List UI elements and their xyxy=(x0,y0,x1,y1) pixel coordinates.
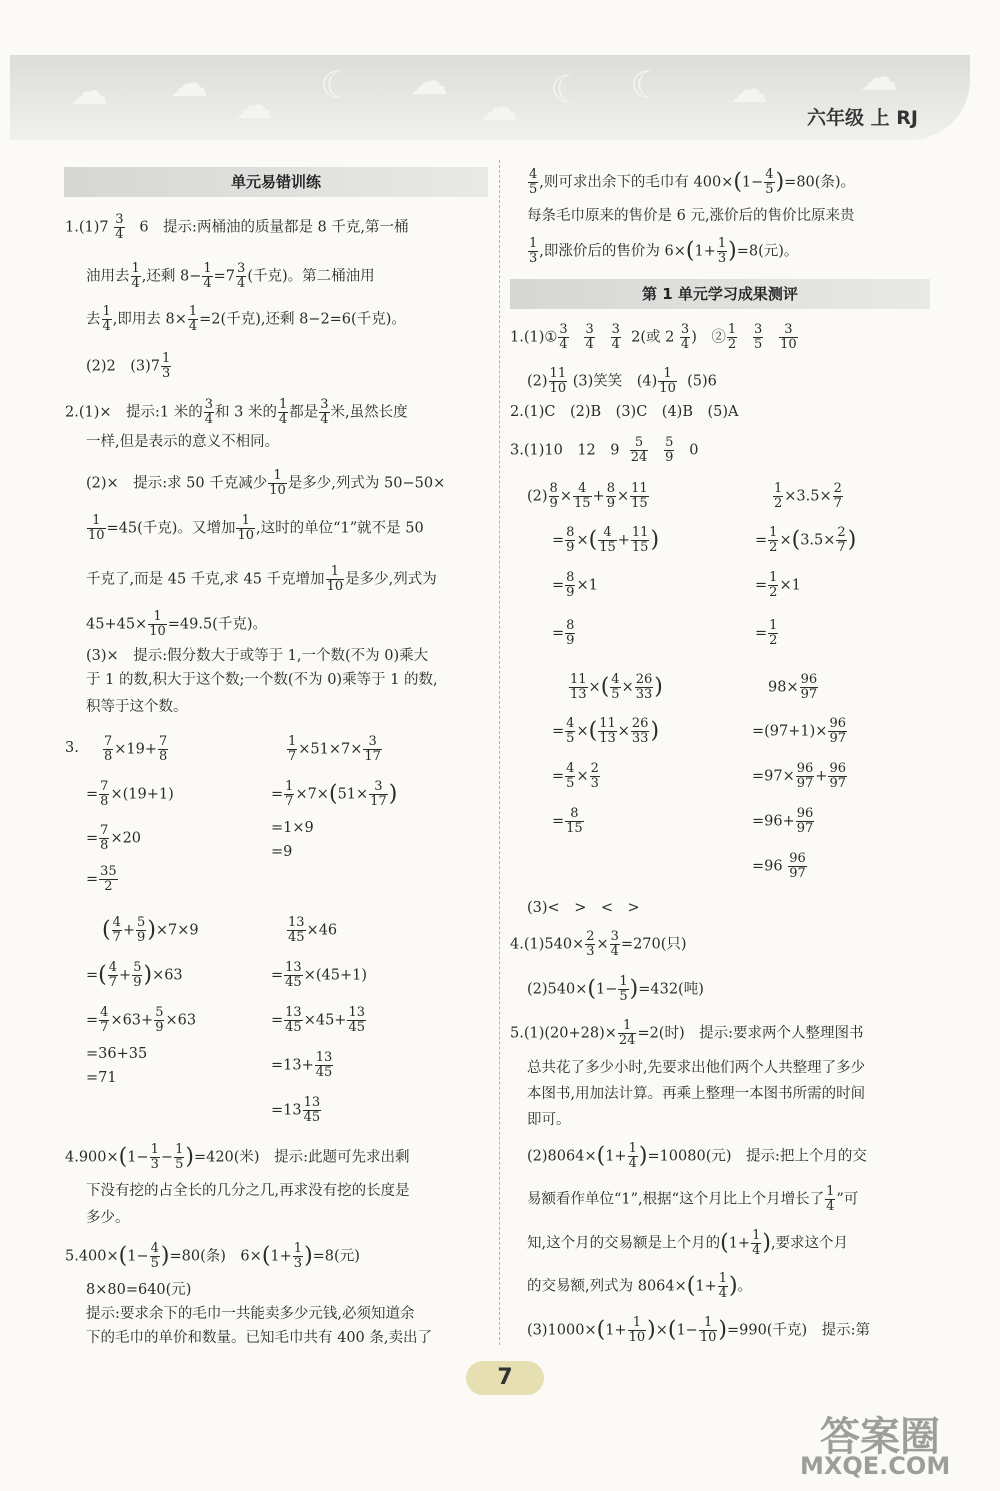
calc-step: $\frac{11}{13}$ ×( $\frac{4}{5}$ × $\frac{26}{33}$ ) xyxy=(570,672,663,702)
answer-line: 即可。 xyxy=(527,1112,571,1128)
calc-step: = $\frac{13}{45}$ ×(45+1) xyxy=(271,960,367,990)
calc-step: =9 xyxy=(271,844,293,860)
answer-line: 1.(1)① $\frac{3}{4}$ $\frac{3}{4}$ $\frac{3}{4}$ 2(或 2 $\frac{3}{4}$ ) ② $\frac{1}{2}$ $\frac{3}{5}$ $\frac{3}{10}$ xyxy=(510,322,797,352)
calc-step: $\frac{7}{8}$ ×19+ $\frac{7}{8}$ xyxy=(104,734,168,764)
answer-line: 于 1 的数,积大于这个数;一个数(不为 0)乘等于 1 的数, xyxy=(86,672,438,688)
answer-line: 知,这个月的交易额是上个月的(1+ $\frac{1}{4}$ ),要求这个月 xyxy=(527,1228,849,1258)
section-title-error-training: 单元易错训练 xyxy=(64,167,488,197)
calc-step: =96+ $\frac{96}{97}$ xyxy=(752,806,814,836)
answer-line: 多少。 xyxy=(86,1210,130,1226)
answer-line: (3)< > < > xyxy=(527,900,640,916)
answer-line: 45+45× $\frac{1}{10}$ =49.5(千克)。 xyxy=(86,609,267,639)
grade-label: 六年级 上 RJ xyxy=(807,107,918,129)
answer-line: (2)8064×(1+ $\frac{1}{4}$ )=10080(元) 提示:把上个月的交 xyxy=(527,1141,867,1171)
calc-step: $\frac{13}{45}$ ×46 xyxy=(288,915,338,945)
answer-line: 4.900×(1− $\frac{1}{3}$ − $\frac{1}{5}$ )=420(米) 提示:此题可先求出剩 xyxy=(65,1142,410,1172)
moon-icon: ☾ xyxy=(630,63,665,107)
answer-line: $\frac{4}{5}$ ,则可求出余下的毛巾有 400×(1− $\frac{4}{5}$ )=80(条)。 xyxy=(529,167,856,197)
answer-line: (2)× 提示:求 50 千克减少 $\frac{1}{10}$ 是多少,列式为 50−50× xyxy=(86,468,446,498)
answer-line: (2)2 (3)7 $\frac{1}{3}$ xyxy=(86,351,171,381)
calc-step: = $\frac{1}{2}$ xyxy=(755,618,778,648)
calc-step: =13+ $\frac{13}{45}$ xyxy=(271,1050,333,1080)
calc-step: = $\frac{1}{2}$ ×1 xyxy=(755,570,801,600)
answer-line: 总共花了多少小时,先要求出他们两个人共整理了多少 xyxy=(527,1060,866,1076)
answer-line: (3)1000×(1+ $\frac{1}{10}$ )×(1− $\frac{1}{10}$ )=990(千克) 提示:第 xyxy=(527,1315,870,1345)
column-divider xyxy=(499,160,500,1345)
answer-line: 易额看作单位“1”,根据“这个月比上个月增长了 $\frac{1}{4}$ ”可 xyxy=(527,1184,859,1214)
answer-line: 去 $\frac{1}{4}$ ,即用去 8× $\frac{1}{4}$ =2(千克),还剩 8−2=6(千克)。 xyxy=(86,304,406,334)
calc-step: = $\frac{8}{9}$ ×( $\frac{4}{15}$ + $\frac{11}{15}$ ) xyxy=(552,525,660,555)
calc-step: =(97+1)× $\frac{96}{97}$ xyxy=(752,716,846,746)
cloud-icon: ☁ xyxy=(235,83,273,127)
calc-step: =1×9 xyxy=(271,820,314,836)
calc-step: = $\frac{1}{2}$ ×(3.5× $\frac{2}{7}$ ) xyxy=(755,525,857,555)
answer-line: 5.(1)(20+28)× $\frac{1}{24}$ =2(时) 提示:要求两个人整理图书 xyxy=(510,1018,864,1048)
calc-step: ( $\frac{4}{7}$ + $\frac{5}{9}$ )×7×9 xyxy=(102,915,199,945)
cloud-icon: ☁ xyxy=(860,55,898,99)
answer-line: 4.(1)540× $\frac{2}{3}$ × $\frac{3}{4}$ =270(只) xyxy=(510,929,687,959)
moon-icon: ☾ xyxy=(550,67,585,111)
page-number: 7 xyxy=(466,1361,544,1395)
answer-line: (2)540×(1− $\frac{1}{5}$ )=432(吨) xyxy=(527,974,704,1004)
watermark-logo: 答案圈 xyxy=(820,1414,940,1460)
cloud-icon: ☁ xyxy=(480,85,518,129)
answer-line: $\frac{1}{3}$ ,即涨价后的售价为 6×(1+ $\frac{1}{3}$ )=8(元)。 xyxy=(529,236,799,266)
answer-line: 2.(1)C (2)B (3)C (4)B (5)A xyxy=(510,404,739,420)
answer-line: 提示:要求余下的毛巾一共能卖多少元钱,必须知道余 xyxy=(86,1306,415,1322)
calc-step: 98× $\frac{96}{97}$ xyxy=(768,672,818,702)
answer-line: 2.(1)× 提示:1 米的 $\frac{3}{4}$ 和 3 米的 $\frac{1}{4}$ 都是 $\frac{3}{4}$ 米,虽然长度 xyxy=(65,397,408,427)
answer-line: 1.(1)7 $\frac{3}{4}$ 6 提示:两桶油的质量都是 8 千克,第一桶 xyxy=(65,212,409,242)
calc-step: $\frac{1}{2}$ ×3.5× $\frac{2}{7}$ xyxy=(774,481,842,511)
calc-step: =96 $\frac{96}{97}$ xyxy=(752,851,806,881)
cloud-icon: ☁ xyxy=(410,59,448,103)
answer-line: (2) $\frac{11}{10}$ (3)笑笑 (4) $\frac{1}{10}$ (5)6 xyxy=(527,366,717,396)
cloud-icon: ☁ xyxy=(170,61,208,105)
calc-step: =13 $\frac{13}{45}$ xyxy=(271,1095,321,1125)
calc-step: =36+35 xyxy=(86,1046,148,1062)
answer-line: $\frac{1}{10}$ =45(千克)。又增加 $\frac{1}{10}$ ,这时的单位“1”就不是 50 xyxy=(88,513,424,543)
answer-line: 油用去 $\frac{1}{4}$ ,还剩 8− $\frac{1}{4}$ =7 $\frac{3}{4}$ (千克)。第二桶油用 xyxy=(86,261,375,291)
calc-step: (2) $\frac{8}{9}$ × $\frac{4}{15}$ + $\frac{8}{9}$ × $\frac{11}{15}$ xyxy=(527,481,648,511)
answer-line: 8×80=640(元) xyxy=(86,1282,192,1298)
calc-step: = $\frac{35}{2}$ xyxy=(86,864,117,894)
watermark-url: MXQE.COM xyxy=(800,1452,951,1480)
answer-line: 5.400×(1− $\frac{4}{5}$ )=80(条) 6×(1+ $\frac{1}{3}$ )=8(元) xyxy=(65,1241,360,1271)
answer-line: 下的毛巾的单价和数量。已知毛巾共有 400 条,卖出了 xyxy=(86,1330,433,1346)
question-number: 3. xyxy=(65,740,79,756)
answer-line: (3)× 提示:假分数大于或等于 1,一个数(不为 0)乘大 xyxy=(86,648,429,664)
calc-step: =71 xyxy=(86,1070,117,1086)
calc-step: = $\frac{4}{5}$ ×( $\frac{11}{13}$ × $\frac{26}{33}$ ) xyxy=(552,716,660,746)
answer-line: 3.(1)10 12 9 $\frac{5}{24}$ $\frac{5}{9}$ 0 xyxy=(510,435,699,465)
answer-line: 的交易额,列式为 8064×(1+ $\frac{1}{4}$ )。 xyxy=(527,1271,753,1301)
calc-step: $\frac{1}{7}$ ×51×7× $\frac{3}{17}$ xyxy=(288,734,381,764)
fraction: $\frac{3}{4}$ xyxy=(115,212,124,242)
answer-line: 千克了,而是 45 千克,求 45 千克增加 $\frac{1}{10}$ 是多少,列式为 xyxy=(86,564,437,594)
answer-line: 本图书,用加法计算。再乘上整理一本图书所需的时间 xyxy=(527,1086,866,1102)
cloud-icon: ☁ xyxy=(70,69,108,113)
moon-icon: ☾ xyxy=(320,63,355,107)
answer-line: 积等于这个数。 xyxy=(86,699,188,715)
section-title-unit1-test: 第 1 单元学习成果测评 xyxy=(510,279,930,309)
answer-line: 下没有挖的占全长的几分之几,再求没有挖的长度是 xyxy=(86,1183,410,1199)
answer-line: 每条毛巾原来的售价是 6 元,涨价后的售价比原来贵 xyxy=(527,208,855,224)
calc-step: = $\frac{4}{5}$ × $\frac{2}{3}$ xyxy=(552,761,599,791)
calc-step: = $\frac{8}{15}$ xyxy=(552,806,583,836)
calc-step: =( $\frac{4}{7}$ + $\frac{5}{9}$ )×63 xyxy=(86,960,183,990)
calc-step: = $\frac{8}{9}$ ×1 xyxy=(552,570,598,600)
calc-step: = $\frac{8}{9}$ xyxy=(552,618,575,648)
cloud-icon: ☁ xyxy=(730,67,768,111)
calc-step: = $\frac{7}{8}$ ×(19+1) xyxy=(86,779,174,809)
calc-step: =97× $\frac{96}{97}$ + $\frac{96}{97}$ xyxy=(752,761,846,791)
answer-line: 一样,但是表示的意义不相同。 xyxy=(86,434,280,450)
calc-step: = $\frac{13}{45}$ ×45+ $\frac{13}{45}$ xyxy=(271,1005,365,1035)
calc-step: = $\frac{1}{7}$ ×7×(51× $\frac{3}{17}$ ) xyxy=(271,779,398,809)
calc-step: = $\frac{7}{8}$ ×20 xyxy=(86,823,142,853)
calc-step: = $\frac{4}{7}$ ×63+ $\frac{5}{9}$ ×63 xyxy=(86,1005,197,1035)
